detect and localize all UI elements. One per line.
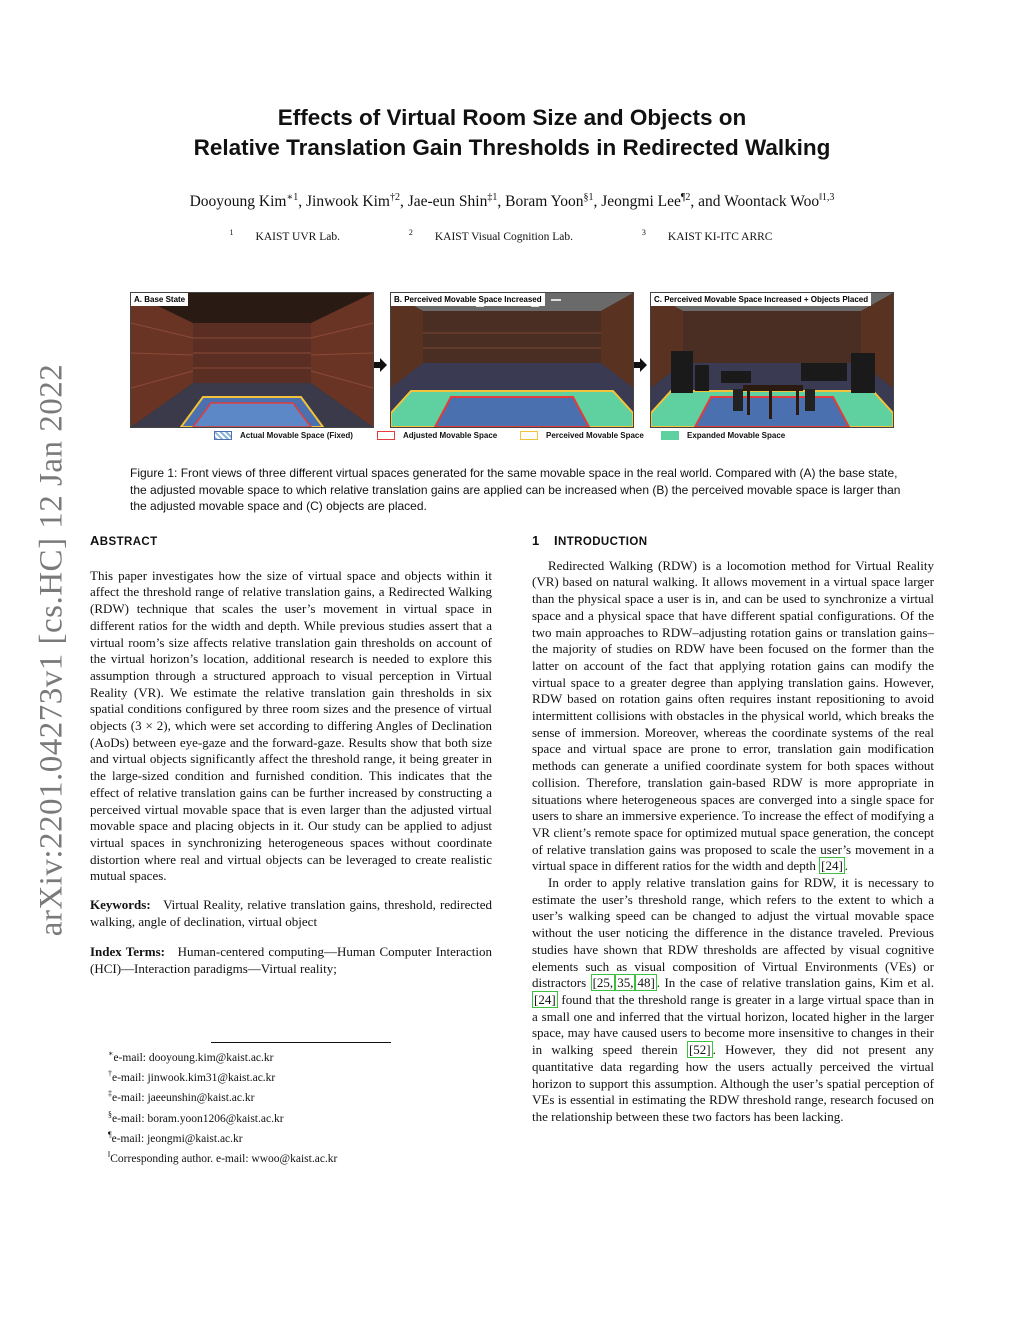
footnote: ‖Corresponding author. e-mail: wwoo@kaist.ac.kr bbox=[108, 1150, 338, 1165]
legend-swatch-actual bbox=[214, 431, 232, 440]
affiliations bbox=[0, 228, 1024, 243]
intro-paragraph-2: In order to apply relative translation gains for RDW, it is necessary to estimate the user’s threshold range, which refers to the extent to which a user’s walking speed can be changed to adjust the virtual movable space without the user noticing the difference in the distance traveled. Previous studies have shown that RDW thresholds are affected by visual cognitive elements such as visual composition of Virtual Environments (VEs) or distractors [25, 35, 48] . In the case of relative translation gains, Kim et al. [24] found that the threshold range is greater in a large virtual space than in a small one and inferred that the virtual horizon, located higher in the larger space, may have caused users to become more insensitive to changes in their in walking speed therein [52] . However, they did not present any quantitative data regarding how the users actually perceived the virtual horizon to support this assumption. Although the user’s spatial perception of VEs is essential in estimating the RDW threshold range, research focused on the relationship between these two factors has been lacking. bbox=[532, 875, 935, 1124]
author: Jeongmi Lee$^{\P 2}$, and bbox=[601, 192, 725, 211]
legend-item: Actual Movable Space (Fixed) bbox=[214, 431, 353, 440]
legend-item: Adjusted Movable Space bbox=[377, 431, 497, 440]
arrow-right-icon bbox=[634, 358, 647, 372]
arxiv-stamp: arXiv:2201.04273v1 [cs.HC] 12 Jan 2022 bbox=[33, 363, 70, 937]
legend-item: Expanded Movable Space bbox=[661, 431, 785, 440]
citation-link[interactable]: [24] bbox=[821, 858, 843, 874]
panel-a-label: A. Base State bbox=[131, 293, 188, 306]
footnote: §e-mail: boram.yoon1206@kaist.ac.kr bbox=[108, 1109, 284, 1125]
legend-swatch-perceived bbox=[520, 431, 538, 440]
citation-link[interactable]: 48] bbox=[637, 975, 655, 991]
footnotes bbox=[108, 1046, 337, 1167]
intro-paragraph-1: Redirected Walking (RDW) is a locomotion method for Virtual Reality (VR) based on natural walking. It allows movement in a virtual space larger than the physical space a user is in, and can be used to synchronize a virtual space and a physical space that have different spatial configurations. Of the two main approaches to RDW–adjusting rotation gains or translation gains–the majority of studies on RDW have been focused on the former than the latter on account of the fact that applying rotation gains can modify the virtual space to a greater degree than applying translation gains. However, RDW based on rotation gains often requires instant repositioning to avoid intermittent collisions with obstacles in the physical world, which breaks the sense of immersion. Moreover, whereas the coordinate systems of the real space and virtual space are prone to error, translation gain modification methods can generate a unified coordinate system for both spaces without collision. Therefore, translation gain-based RDW is more appropriate in situations where heterogeneous spaces are converged into a single space for users to share an immersive experience. To increase the effect of modifying a VR client’s remote space for optimized mutual space generation, the concept of relative translation gains was proposed to scale the user’s movement in a virtual space in different ratios for the width and depth [24] . bbox=[532, 557, 934, 874]
footnote-divider bbox=[211, 1042, 391, 1043]
paper-title bbox=[0, 103, 1024, 163]
figure-panel-a bbox=[130, 292, 374, 428]
footnote: ¶e-mail: jeongmi@kaist.ac.kr bbox=[108, 1129, 243, 1145]
citation-link[interactable]: 35, bbox=[617, 975, 634, 991]
author: Jae-eun Shin$^{\ddagger 1}$, bbox=[407, 192, 506, 211]
figure-panel-c bbox=[650, 292, 894, 428]
abstract-heading: ABSTRACT bbox=[90, 533, 158, 548]
figure-legend bbox=[0, 431, 1024, 445]
legend-swatch-expanded bbox=[661, 431, 679, 440]
author: Woontack Woo$^{‖1,3}$ bbox=[724, 192, 835, 211]
panel-b-label: B. Perceived Movable Space Increased bbox=[391, 293, 545, 306]
figure-caption: Figure 1: Front views of three different virtual spaces generated for the same movable space in the real world. Compared with (A) the base state, the adjusted movable space to which relative translation gains are applied can be increased when (B) the perceived movable space is larger than the adjusted movable space and (C) objects are placed. bbox=[130, 466, 901, 513]
arrow-right-icon bbox=[374, 358, 387, 372]
affiliation: $^3$ KAIST KI-ITC ARRC bbox=[641, 228, 773, 243]
footnote: ∗e-mail: dooyoung.kim@kaist.ac.kr bbox=[108, 1049, 274, 1064]
left-column bbox=[90, 533, 492, 978]
author-list bbox=[0, 192, 1024, 211]
room-render-large bbox=[391, 293, 633, 427]
abstract-text: This paper investigates how the size of virtual space and objects within it affect the threshold range of relative translation gains, a Redirected Walking (RDW) technique that scales the user’s movement in virtual space in different ratios for the width and depth. While previous studies assert that a virtual room’s size affects relative translation gain thresholds on account of the virtual horizon’s location, additional research is needed to explore this assumption through a structured approach to visual perception in Virtual Reality (VR). We estimate the relative translation gain thresholds in six spatial conditions configured by three room sizes and the presence of virtual objects (3 × 2), which were set according to differing Angles of Declination (AoDs) between eye-gaze and the forward-gaze. Results show that both size and virtual objects significantly affect the threshold range, it being greater in the large-sized condition and furnished condition. This indicates that the effect of relative translation gains can be further increased by constructing a perceived virtual movable space that is even larger than the adjusted virtual movable space and placing objects in it. Our study can be applied to adjust virtual spaces in synchronizing heterogeneous spaces without coordinate distortion where real and virtual objects can be leveraged to create realistic mutual spaces. bbox=[90, 567, 492, 884]
title-line-1: Effects of Virtual Room Size and Objects on bbox=[277, 105, 747, 130]
figure-panel-b bbox=[390, 292, 634, 428]
index-terms: Index Terms: Human-centered computing—Human Computer Interaction (HCI)—Interaction paradigms—Virtual reality; bbox=[90, 944, 493, 977]
footnote: ‡e-mail: jaeeunshin@kaist.ac.kr bbox=[108, 1089, 255, 1105]
author: Jinwook Kim$^{\dagger 2}$, bbox=[306, 192, 408, 211]
citation-link[interactable]: [24] bbox=[534, 991, 556, 1007]
room-render-furnished bbox=[651, 293, 893, 427]
affiliation: $^1$ KAIST UVR Lab. bbox=[229, 228, 340, 243]
title-line-2: Relative Translation Gain Thresholds in Redirected Walking bbox=[193, 135, 831, 160]
panel-c-label: C. Perceived Movable Space Increased + Objects Placed bbox=[651, 293, 871, 306]
intro-heading: 1 INTRODUCTION bbox=[532, 533, 648, 548]
affiliation: $^2$ KAIST Visual Cognition Lab. bbox=[408, 228, 574, 243]
legend-item: Perceived Movable Space bbox=[520, 431, 644, 440]
citation-link[interactable]: [25, bbox=[592, 975, 614, 991]
author: Boram Yoon$^{\S 1}$, bbox=[505, 192, 602, 211]
legend-swatch-adjusted bbox=[377, 431, 395, 440]
right-column bbox=[532, 533, 934, 1126]
keywords: Keywords: Virtual Reality, relative translation gains, threshold, redirected walking, angle of declination, virtual object bbox=[90, 897, 492, 929]
citation-link[interactable]: [52] bbox=[688, 1042, 711, 1058]
footnote: †e-mail: jinwook.kim31@kaist.ac.kr bbox=[108, 1069, 276, 1085]
room-render-small bbox=[131, 293, 373, 427]
author: Dooyoung Kim$^{∗1}$, bbox=[189, 192, 306, 211]
